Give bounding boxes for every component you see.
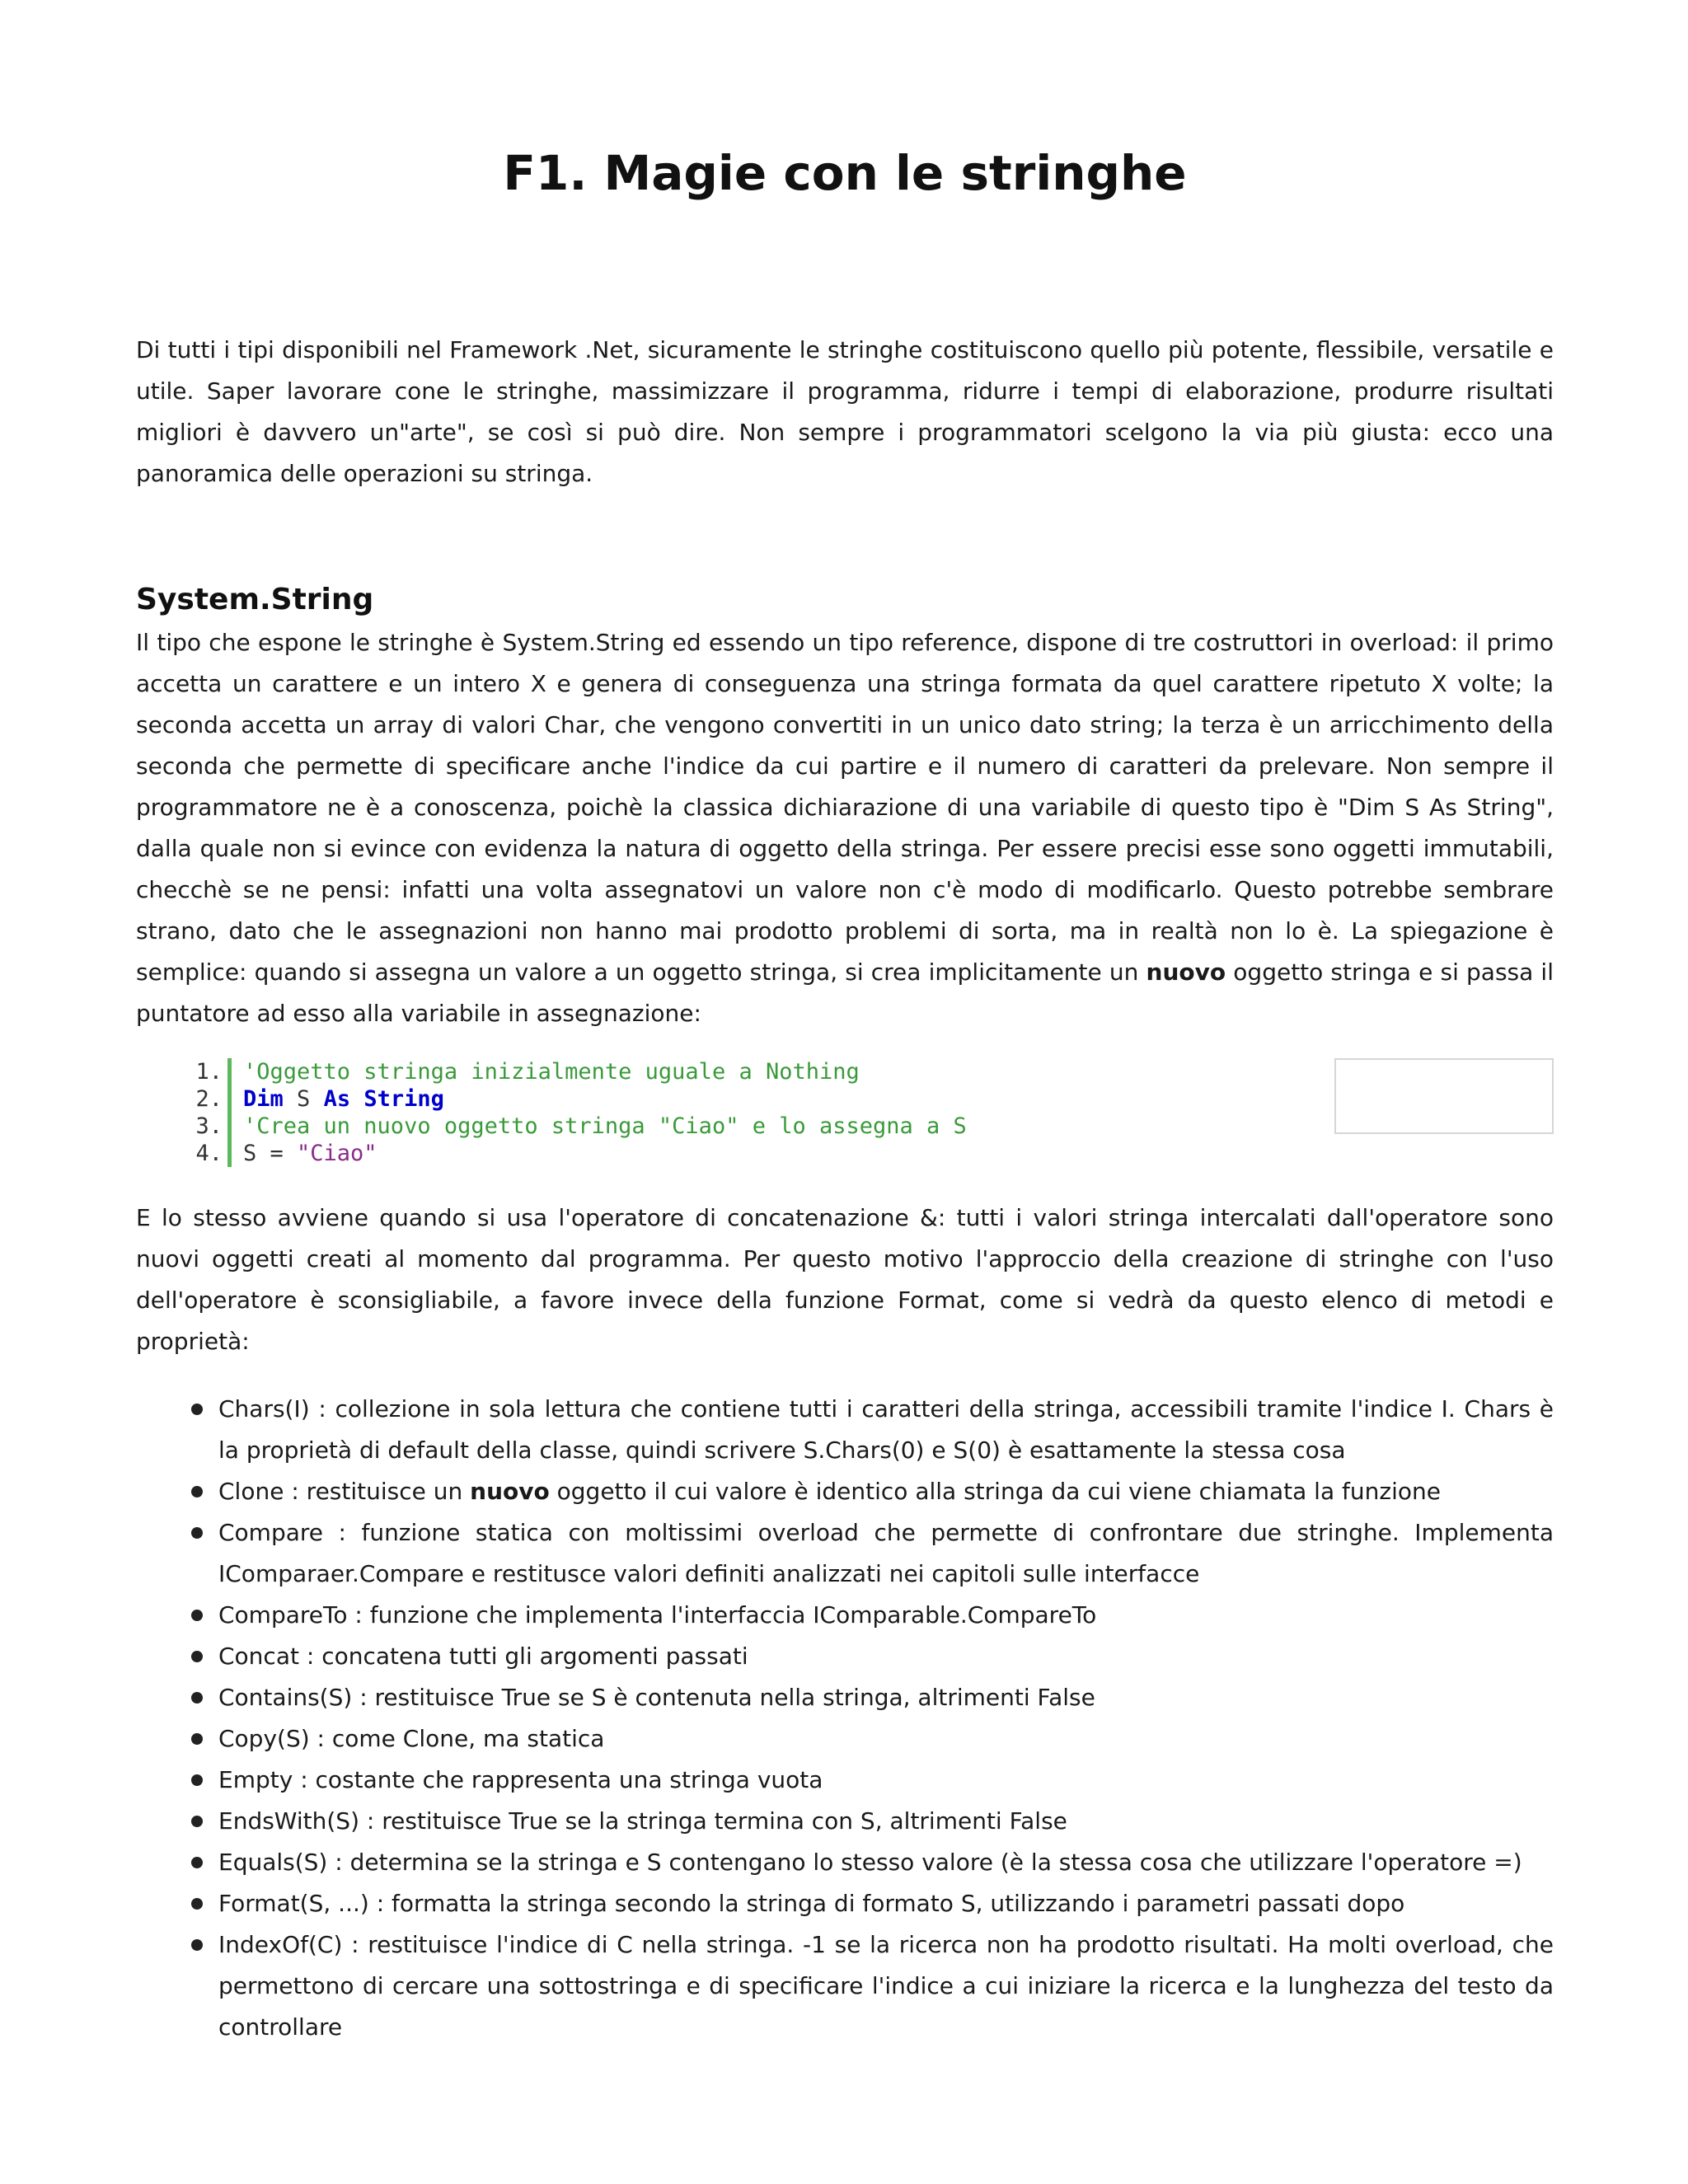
list-item [136, 1471, 1554, 1512]
list-item-text: Clone : restituisce un [218, 1478, 471, 1505]
section-bold-word: nuovo [1146, 958, 1226, 986]
list-item [136, 1677, 1554, 1718]
list-item [136, 1883, 1554, 1924]
list-item [136, 1636, 1554, 1677]
code-keyword: As String [323, 1086, 444, 1112]
page-title: F1. Magie con le stringhe [503, 145, 1187, 201]
list-item [136, 1924, 1554, 2048]
list-item-text: EndsWith(S) : restituisce True se la stringa termina con S, altrimenti False [218, 1807, 1067, 1835]
section-paragraph [136, 622, 1554, 1034]
bullet-icon [191, 1857, 203, 1868]
code-identifier: S = [243, 1141, 298, 1166]
line-number: 4. [195, 1141, 223, 1166]
bullet-icon [191, 1939, 203, 1951]
list-item [136, 1512, 1554, 1595]
code-line [173, 1140, 967, 1167]
code-gutter-bar [227, 1140, 232, 1167]
bullet-icon [191, 1527, 203, 1539]
line-number: 2. [195, 1086, 223, 1112]
code-identifier: S [283, 1086, 324, 1112]
code-lines [173, 1058, 967, 1167]
list-item-text: Contains(S) : restituisce True se S è contenuta nella stringa, altrimenti False [218, 1684, 1095, 1711]
list-item [136, 1760, 1554, 1801]
code-gutter-bar [227, 1058, 232, 1085]
code-gutter-bar [227, 1113, 232, 1140]
bullet-icon [191, 1774, 203, 1786]
line-number: 3. [195, 1113, 223, 1139]
list-item [136, 1718, 1554, 1760]
code-line [173, 1113, 967, 1140]
code-line [173, 1058, 967, 1085]
list-item [136, 1389, 1554, 1471]
bullet-icon [191, 1816, 203, 1827]
code-block [136, 1058, 1554, 1174]
code-statement [243, 1085, 444, 1113]
bullet-icon [191, 1651, 203, 1662]
line-number: 1. [195, 1059, 223, 1085]
after-code-paragraph: E lo stesso avviene quando si usa l'operatore di concatenazione &: tutti i valori stringa intercalati dall'operatore sono nuovi oggetti creati al momento dal programma. Per questo motivo l'approccio della creazione di stringhe con l'uso dell'operatore è sconsigliabile, a favore invece della funzione Format, come si vedrà da questo elenco di metodi e proprietà: [136, 1204, 1554, 1355]
code-string-literal: "Ciao" [297, 1141, 377, 1166]
code-keyword: Dim [243, 1086, 284, 1112]
methods-list [136, 1389, 1554, 2048]
code-comment: 'Oggetto stringa inizialmente uguale a Nothing [243, 1059, 860, 1085]
bullet-icon [191, 1404, 203, 1415]
code-statement [243, 1140, 377, 1167]
code-line [173, 1085, 967, 1113]
list-item-text: Compare : funzione statica con moltissimi overload che permette di confrontare due stringhe. Implementa IComparaer.Compare e restitusce valori definiti analizzati nei capitoli sulle interfacce [218, 1519, 1554, 1587]
list-item-bold-word: nuovo [470, 1478, 550, 1505]
code-comment: 'Crea un nuovo oggetto stringa "Ciao" e lo assegna a S [243, 1113, 967, 1139]
bullet-icon [191, 1610, 203, 1621]
list-item-text: Chars(I) : collezione in sola lettura che contiene tutti i caratteri della stringa, accessibili tramite l'indice I. Chars è la proprietà di default della classe, quindi scrivere S.Chars(0) e S(0) è esattamente la stessa cosa [218, 1395, 1554, 1464]
list-item-text: oggetto il cui valore è identico alla stringa da cui viene chiamata la funzione [549, 1478, 1441, 1505]
list-item-text: Format(S, ...) : formatta la stringa secondo la stringa di formato S, utilizzando i parametri passati dopo [218, 1890, 1405, 1917]
list-item [136, 1842, 1554, 1883]
section-heading: System.String [136, 583, 374, 616]
list-item-text: CompareTo : funzione che implementa l'interfaccia IComparable.CompareTo [218, 1601, 1097, 1629]
code-gutter-bar [227, 1085, 232, 1113]
bullet-icon [191, 1692, 203, 1704]
section-text-part: Il tipo che espone le stringhe è System.String ed essendo un tipo reference, dispone di tre costruttori in overload: il primo accetta un carattere e un intero X e genera di conseguenza una stringa formata da quel carattere ripetuto X volte; la seconda accetta un array di valori Char, che vengono convertiti in un unico dato string; la terza è un arricchimento della seconda che permette di specificare anche l'indice da cui partire e il numero di caratteri da prelevare. Non sempre il programmatore ne è a conoscenza, poichè la classica dichiarazione di una variabile di questo tipo è "Dim S As String", dalla quale non si evince con evidenza la natura di oggetto della stringa. Per essere precisi esse sono oggetti immutabili, checchè se ne pensi: infatti una volta assegnatovi un valore non c'è modo di modificarlo. Questo potrebbe sembrare strano, dato che le assegnazioni non hanno mai prodotto problemi di sorta, ma in realtà non lo è. La spiegazione è semplice: quando si assegna un valore a un oggetto stringa, si crea implicitamente un [136, 629, 1554, 986]
list-item [136, 1595, 1554, 1636]
list-item-text: Concat : concatena tutti gli argomenti passati [218, 1643, 748, 1670]
code-toolbar-box [1334, 1058, 1554, 1134]
list-item-text: Equals(S) : determina se la stringa e S contengano lo stesso valore (è la stessa cosa che utilizzare l'operatore =) [218, 1849, 1522, 1876]
list-item [136, 1801, 1554, 1842]
bullet-icon [191, 1898, 203, 1910]
section-text-part: oggetto stringa e si passa il puntatore ad esso alla variabile in assegnazione: [136, 958, 1554, 1027]
bullet-icon [191, 1733, 203, 1745]
list-item-text: Empty : costante che rappresenta una stringa vuota [218, 1766, 823, 1793]
list-item-text: IndexOf(C) : restituisce l'indice di C nella stringa. -1 se la ricerca non ha prodotto risultati. Ha molti overload, che permettono di cercare una sottostringa e di specificare l'indice a cui iniziare la ricerca e la lunghezza del testo da controllare [218, 1931, 1554, 2041]
intro-paragraph: Di tutti i tipi disponibili nel Framework .Net, sicuramente le stringhe costituiscono quello più potente, flessibile, versatile e utile. Saper lavorare cone le stringhe, massimizzare il programma, ridurre i tempi di elaborazione, produrre risultati migliori è davvero un"arte", se così si può dire. Non sempre i programmatori scelgono la via più giusta: ecco una panoramica delle operazioni su stringa. [136, 336, 1554, 487]
bullet-icon [191, 1486, 203, 1497]
list-item-text: Copy(S) : come Clone, ma statica [218, 1725, 605, 1752]
